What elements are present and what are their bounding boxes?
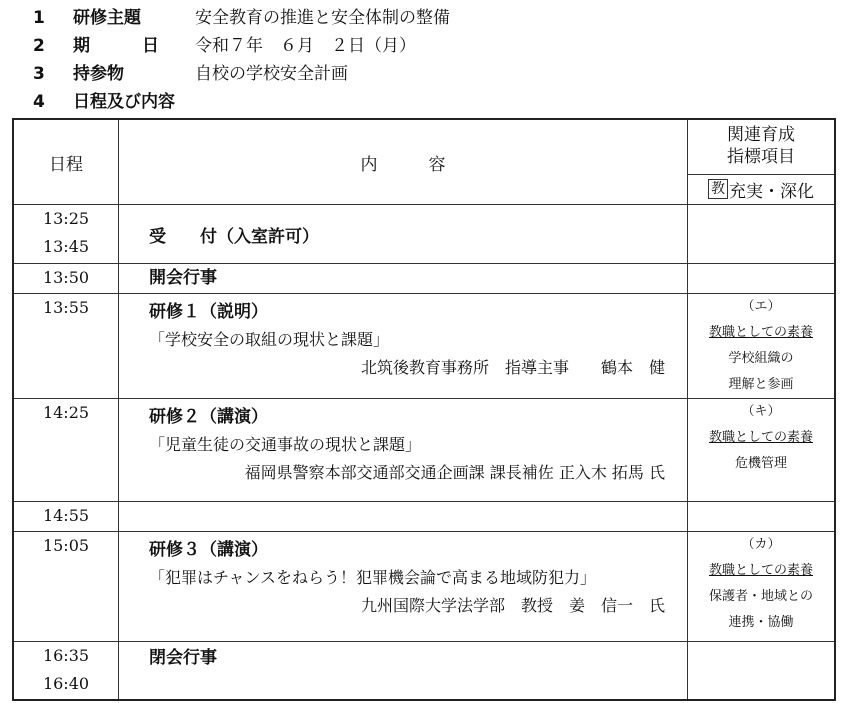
indicator-item: 保護者・地域との bbox=[708, 589, 813, 604]
time-start: 13:55 bbox=[42, 298, 90, 317]
time-start: 16:35 bbox=[42, 646, 90, 665]
session-lecturer: 九州国際大学法学部 教授 姜 信一 氏 bbox=[360, 596, 665, 615]
header-content: 内 容 bbox=[119, 119, 688, 205]
indicator-title-line1: 関連育成 bbox=[727, 125, 795, 145]
indicator-cell bbox=[688, 502, 836, 532]
item-value: 自校の学校安全計画 bbox=[195, 64, 348, 84]
time-cell bbox=[13, 399, 119, 502]
table-row bbox=[13, 502, 835, 532]
indicator-code: （キ） bbox=[741, 404, 781, 419]
schedule-table bbox=[12, 118, 836, 701]
time-cell bbox=[13, 502, 119, 532]
table-row bbox=[13, 205, 835, 264]
indicator-code: （エ） bbox=[741, 299, 781, 314]
indicator-item: 理解と参画 bbox=[728, 377, 794, 392]
indicator-cell bbox=[688, 264, 836, 294]
indicator-category: 教職としての素養 bbox=[708, 563, 813, 578]
table-row bbox=[13, 642, 835, 700]
session-title: 研修２（講演） bbox=[149, 407, 268, 427]
time-cell bbox=[13, 642, 119, 700]
session-title: 開会行事 bbox=[149, 268, 217, 288]
table-header-row bbox=[13, 119, 835, 205]
table-row bbox=[13, 532, 835, 642]
time-start: 15:05 bbox=[42, 536, 90, 555]
time-cell bbox=[13, 532, 119, 642]
content-cell bbox=[119, 264, 688, 294]
session-subtitle: 「児童生徒の交通事故の現状と課題」 bbox=[149, 435, 422, 454]
session-title: 研修１（説明） bbox=[149, 302, 268, 322]
time-cell bbox=[13, 294, 119, 399]
session-subtitle: 「犯罪はチャンスをねらう！犯罪機会論で高まる地域防犯力」 bbox=[149, 568, 597, 587]
time-end: 13:45 bbox=[42, 237, 90, 256]
content-cell bbox=[119, 532, 688, 642]
item-value: 安全教育の推進と安全体制の整備 bbox=[195, 8, 450, 28]
indicator-category: 教職としての素養 bbox=[708, 325, 813, 340]
item-number: 4 bbox=[33, 92, 45, 112]
content-cell bbox=[119, 502, 688, 532]
item-label: 研修主題 bbox=[73, 8, 141, 28]
time-start: 14:25 bbox=[42, 403, 90, 422]
indicator-subheader bbox=[688, 174, 834, 203]
time-start: 13:50 bbox=[42, 268, 90, 287]
item-number: 1 bbox=[33, 8, 45, 28]
header-time: 日程 bbox=[13, 119, 119, 205]
kyo-badge: 教 bbox=[708, 179, 728, 199]
session-lecturer: 福岡県警察本部交通部交通企画課 課長補佐 正入木 拓馬 氏 bbox=[244, 463, 665, 482]
content-cell bbox=[119, 205, 688, 264]
content-cell bbox=[119, 294, 688, 399]
time-start: 13:25 bbox=[42, 209, 90, 228]
item-value: 令和７年 ６月 ２日（月） bbox=[195, 36, 416, 56]
table-row bbox=[13, 294, 835, 399]
session-title: 受 付（入室許可） bbox=[149, 226, 319, 247]
item-label: 日程及び内容 bbox=[73, 92, 175, 112]
item-label: 期日 bbox=[73, 36, 159, 56]
indicator-cell bbox=[688, 205, 836, 264]
indicator-code: （カ） bbox=[741, 537, 781, 552]
item-number: 2 bbox=[33, 36, 45, 56]
table-row bbox=[13, 264, 835, 294]
content-cell bbox=[119, 642, 688, 700]
time-start: 14:55 bbox=[42, 506, 90, 525]
indicator-cell bbox=[688, 642, 836, 700]
header-indicator bbox=[688, 119, 836, 205]
time-cell bbox=[13, 205, 119, 264]
time-end: 16:40 bbox=[42, 674, 90, 693]
item-number: 3 bbox=[33, 64, 45, 84]
session-lecturer: 北筑後教育事務所 指導主事 鶴本 健 bbox=[360, 358, 665, 377]
indicator-cell bbox=[688, 399, 836, 502]
indicator-item: 危機管理 bbox=[734, 456, 787, 471]
indicator-cell bbox=[688, 294, 836, 399]
table-row bbox=[13, 399, 835, 502]
item-label: 持参物 bbox=[73, 64, 124, 84]
session-title: 閉会行事 bbox=[149, 648, 217, 668]
indicator-category: 教職としての素養 bbox=[708, 430, 813, 445]
indicator-subheader-text: 充実・深化 bbox=[729, 181, 814, 202]
session-subtitle: 「学校安全の取組の現状と課題」 bbox=[149, 330, 390, 349]
indicator-title-line2: 指標項目 bbox=[727, 147, 795, 167]
indicator-item: 学校組織の bbox=[728, 351, 794, 366]
time-cell bbox=[13, 264, 119, 294]
indicator-cell bbox=[688, 532, 836, 642]
session-title: 研修３（講演） bbox=[149, 540, 268, 560]
indicator-item: 連携・協働 bbox=[728, 615, 794, 630]
content-cell bbox=[119, 399, 688, 502]
